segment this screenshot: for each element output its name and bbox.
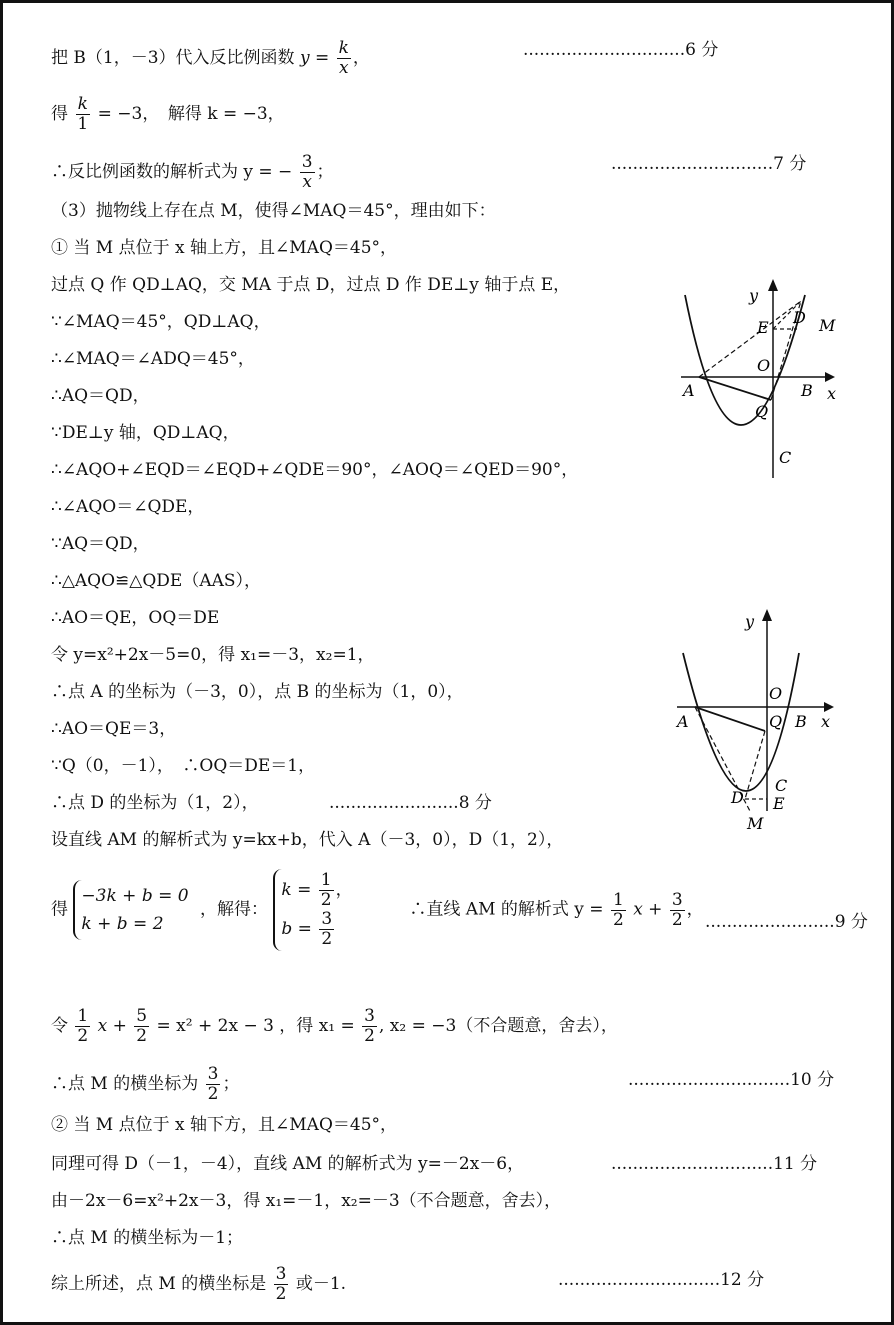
- denominator: 2: [320, 890, 332, 910]
- text: ∴反比例函数的解析式为 y = −: [51, 162, 293, 182]
- figure-2-diagram: [669, 603, 849, 838]
- line-5: ① 当 M 点位于 x 轴上方，且∠MAQ＝45°，: [51, 238, 398, 258]
- denominator: 2: [364, 1026, 375, 1046]
- denominator: x: [338, 58, 349, 78]
- text: 把 B（1，－3）代入反比例函数: [51, 48, 295, 68]
- y-axis-arrow: [768, 279, 778, 291]
- label-q: Q: [755, 402, 769, 421]
- label-e: E: [757, 318, 769, 337]
- label-e: E: [773, 794, 785, 813]
- label-m: M: [819, 316, 836, 335]
- line-29: [51, 1265, 346, 1304]
- numerator: 1: [77, 1006, 89, 1026]
- line-22: [51, 869, 704, 951]
- text: = −3， 解得 k = −3，: [97, 104, 285, 124]
- numerator: 3: [207, 1064, 219, 1084]
- denominator: 2: [136, 1026, 148, 1046]
- score-6: ..............................6 分: [523, 40, 719, 60]
- label-d: D: [793, 308, 806, 327]
- fraction: [319, 871, 334, 910]
- line-11: ∴∠AQO+∠EQD＝∠EQD+∠QDE＝90°，∠AOQ＝∠QED＝90°，: [51, 460, 579, 480]
- label-a: A: [677, 712, 689, 731]
- label-q: Q: [769, 712, 783, 731]
- y-axis-arrow: [762, 609, 772, 621]
- line-15: ∴AO＝QE，OQ＝DE: [51, 608, 220, 628]
- line-20: ∴点 D 的坐标为（1，2），: [51, 793, 259, 813]
- score-9: ........................9 分: [705, 912, 868, 932]
- fraction: [206, 1065, 221, 1104]
- label-b: B: [801, 381, 813, 400]
- label-o: O: [769, 684, 783, 703]
- fraction-k-over-1: [75, 95, 90, 134]
- line-3: ∴反比例函数的解析式为 y = − $\frac{3}{x}$ ；: [51, 152, 334, 192]
- denominator: x: [302, 172, 312, 192]
- denominator: 1: [77, 114, 89, 134]
- text: 得: [51, 104, 68, 124]
- label-c: C: [779, 448, 792, 467]
- fraction: [362, 1007, 377, 1046]
- denominator: 2: [207, 1084, 219, 1104]
- line-9: ∴AQ＝QD，: [51, 386, 150, 406]
- numerator: 3: [301, 152, 313, 172]
- text: x +: [633, 899, 663, 920]
- line-19: ∵Q（0，－1）， ∴OQ＝DE＝1，: [51, 756, 316, 776]
- label-x: x: [827, 384, 837, 403]
- denominator: 2: [671, 909, 683, 930]
- label-c: C: [775, 776, 788, 795]
- separator: ，: [335, 880, 353, 900]
- parabola: [685, 295, 805, 425]
- label-m: M: [747, 814, 764, 833]
- text: 综上所述，点 M 的横坐标是: [51, 1274, 267, 1294]
- segment-aq: [695, 707, 765, 731]
- text: ，解得：: [199, 899, 268, 920]
- line-25: ② 当 M 点位于 x 轴下方，且∠MAQ＝45°，: [51, 1115, 398, 1135]
- line-14: ∴△AQO≌△QDE（AAS），: [51, 571, 262, 591]
- text: = x² + 2x − 3 ，得 x₁ =: [156, 1016, 355, 1036]
- text: ；: [222, 1074, 240, 1094]
- line-27: 由－2x－6=x²+2x－3，得 x₁=－1，x₂=－3（不合题意，舍去），: [51, 1191, 562, 1211]
- line-12: ∴∠AQO＝∠QDE，: [51, 497, 205, 517]
- numerator: 3: [321, 909, 333, 929]
- score-11: ..............................11 分: [611, 1154, 818, 1174]
- numerator: 1: [612, 889, 624, 910]
- line-21: 设直线 AM 的解析式为 y=kx+b，代入 A（－3，0），D（1，2），: [51, 830, 564, 850]
- numerator: 3: [275, 1264, 287, 1284]
- line-16: 令 y=x²+2x－5=0，得 x₁=－3，x₂=1，: [51, 645, 375, 665]
- score-12: ..............................12 分: [558, 1270, 765, 1290]
- line-28: ∴点 M 的横坐标为－1；: [51, 1228, 244, 1248]
- text: ∴直线 AM 的解析式 y =: [409, 899, 604, 920]
- score-10: ..............................10 分: [628, 1070, 835, 1090]
- label-y: y: [745, 612, 755, 631]
- label-y: y: [749, 286, 759, 305]
- numerator: 5: [136, 1006, 148, 1026]
- solution-b: [281, 910, 352, 949]
- text: 或－1.: [295, 1274, 347, 1294]
- label-a: A: [683, 381, 695, 400]
- line-26: 同理可得 D（－1，－4），直线 AM 的解析式为 y=－2x－6，: [51, 1154, 525, 1174]
- equation: y =: [299, 48, 330, 68]
- x-axis-arrow: [824, 702, 834, 712]
- label-b: B: [795, 712, 807, 731]
- fraction: [611, 891, 626, 930]
- line-7: ∵∠MAQ＝45°，QD⊥AQ，: [51, 312, 271, 332]
- fraction: [274, 1265, 289, 1304]
- line-18: ∴AO＝QE＝3，: [51, 719, 177, 739]
- numerator: 3: [364, 1006, 375, 1026]
- score-8: ........................8 分: [329, 793, 492, 813]
- text: ∴点 M 的横坐标为: [51, 1074, 199, 1094]
- solution-system: [273, 869, 358, 951]
- line-24: [51, 1065, 239, 1104]
- line-13: ∵AQ＝QD，: [51, 534, 150, 554]
- fraction: [75, 1007, 90, 1046]
- text: 令: [51, 1016, 68, 1036]
- equation-2: k + b = 2: [81, 914, 164, 934]
- b-label: b =: [281, 919, 312, 939]
- numerator: 3: [671, 889, 683, 910]
- label-x: x: [821, 712, 831, 731]
- equation-system: [73, 880, 194, 940]
- numerator: k: [77, 94, 88, 114]
- score-7: ..............................7 分: [611, 154, 807, 174]
- denominator: 2: [612, 909, 624, 930]
- numerator: 1: [320, 870, 332, 890]
- text: x +: [97, 1016, 127, 1036]
- text: ，: [686, 899, 704, 920]
- line-4: （3）抛物线上存在点 M，使得∠MAQ＝45°，理由如下：: [51, 201, 496, 221]
- label-d: D: [731, 788, 744, 807]
- line-am: [699, 301, 801, 377]
- fraction: [670, 891, 685, 930]
- line-6: 过点 Q 作 QD⊥AQ，交 MA 于点 D，过点 D 作 DE⊥y 轴于点 E，: [51, 275, 571, 295]
- line-17: ∴点 A 的坐标为（－3，0），点 B 的坐标为（1，0），: [51, 682, 464, 702]
- line-23: [51, 1007, 618, 1046]
- x-axis-arrow: [825, 372, 835, 382]
- fraction: [134, 1007, 149, 1046]
- denominator: 2: [321, 929, 333, 949]
- label-o: O: [757, 356, 771, 375]
- figure-1-diagram: [669, 273, 849, 483]
- text: , x₂ = −3（不合题意，舍去），: [379, 1016, 618, 1036]
- fraction: [319, 910, 334, 949]
- line-2: [51, 95, 285, 134]
- solution-k: [281, 871, 352, 910]
- line-8: ∴∠MAQ＝∠ADQ＝45°，: [51, 349, 255, 369]
- denominator: 2: [77, 1026, 89, 1046]
- line-1: 把 B（1，－3）代入反比例函数 y = $\frac{k}{x}$ ，: [51, 38, 370, 78]
- denominator: 2: [275, 1284, 287, 1304]
- text: 得: [51, 899, 68, 920]
- equation-1: −3k + b = 0: [81, 886, 189, 906]
- k-label: k =: [281, 880, 312, 900]
- segment-qd: [745, 731, 765, 799]
- fraction-k-over-x: [337, 39, 351, 78]
- fraction-3-over-x: [300, 153, 315, 192]
- line-10: ∵DE⊥y 轴，QD⊥AQ，: [51, 423, 240, 443]
- numerator: k: [338, 38, 349, 58]
